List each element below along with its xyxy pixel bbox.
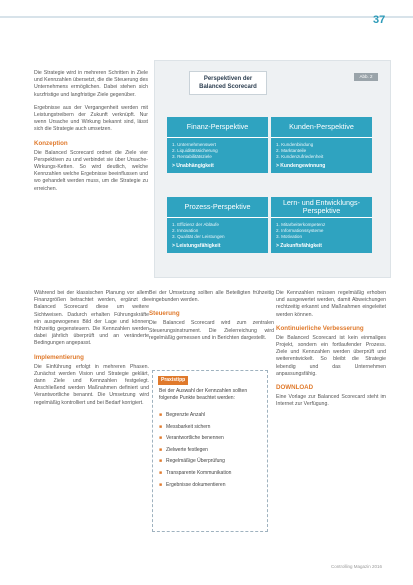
- perspective-body: [271, 217, 372, 253]
- perspective-item: 2. Informationssysteme: [276, 228, 324, 234]
- bullet-icon: ■: [159, 446, 163, 453]
- list-item: ■ Verantwortliche benennen: [159, 435, 224, 442]
- perspective-item: 2. Liquiditätssicherung: [172, 148, 218, 154]
- left-bottom-column: [34, 290, 149, 413]
- perspective-item: 1. Mitarbeiterkompetenz: [276, 222, 326, 227]
- paragraph: Bei der Umsetzung sollten alle Beteiligten frühzeitig eingebunden werden.: [149, 290, 274, 304]
- perspective-item: 3. Motivation: [276, 234, 303, 240]
- section-heading: Steuerung: [149, 310, 180, 318]
- list-item: ■ Regelmäßige Überprüfung: [159, 458, 225, 465]
- perspective-heading: Prozess-Perspektive: [167, 197, 268, 217]
- bullet-icon: ■: [159, 423, 163, 430]
- paragraph: Ergebnisse aus der Vergangenheit werden mit Leistungstreibern der Zukunft verknüpft. Nur wenn Ursache und Wirkung bekannt sind, lässt sich die Strategie auch umsetzen.: [34, 104, 148, 133]
- middle-column: [149, 290, 274, 348]
- perspective-process: [167, 197, 268, 253]
- page-number: 37: [373, 14, 386, 26]
- paragraph: Während bei der klassischen Planung vor allem Finanzgrößen betrachtet werden, ergänzt die Balanced Scorecard diese um weitere Sichtweisen. Dadurch erhalten Führungskräfte ein ausgewogenes Bild der Lage und können frühzeitig gegensteuern. Die Kennzahlen werden dabei jährlich überprüft und an veränderte Bedingungen angepasst.: [34, 290, 149, 347]
- list-item: ■ Transparente Kommunikation: [159, 469, 232, 476]
- perspective-item: 2. Marktanteile: [276, 148, 307, 154]
- perspective-item: 1. Effizienz der Abläufe: [172, 222, 219, 227]
- tip-list: [159, 412, 263, 493]
- paragraph: Eine Vorlage zur Balanced Scorecard steht im Internet zur Verfügung.: [276, 394, 386, 408]
- paragraph: Die Strategie wird in mehreren Schritten in Ziele und Kennzahlen übersetzt, die die Steuerung des Unternehmens ermöglichen. Dabei stehen sich kurzfristige und langfristige Ziele gegenüber.: [34, 70, 148, 98]
- page-footer: Controlling Magazin 2016: [331, 564, 383, 569]
- list-item: ■ Ergebnisse dokumentieren: [159, 481, 226, 488]
- paragraph: Die Balanced Scorecard ordnet die Ziele vier Perspektiven zu und verbindet sie über Ursache-Wirkungs-Ketten. So wird deutlich, welche Kennzahlen welche Ergebnisse beeinflussen und wo gehandelt werden muss, um die Strategie zu erreichen.: [34, 149, 148, 192]
- perspective-body: [167, 217, 268, 253]
- perspective-result: > Leistungsfähigkeit: [172, 242, 221, 249]
- figure-title: Perspektiven der Balanced Scorecard: [189, 71, 267, 95]
- bullet-icon: ■: [159, 412, 163, 418]
- perspective-item: 2. Innovation: [172, 228, 199, 234]
- right-column: [276, 290, 386, 414]
- perspective-item: 3. Rentabilitätsziele: [172, 154, 212, 160]
- header-rule: [0, 16, 413, 18]
- list-item: ■ Begrenzte Anzahl: [159, 412, 206, 418]
- paragraph: Die Balanced Scorecard wird zum zentralen Steuerungsinstrument. Die Zielerreichung wird regelmäßig gemessen und in Berichten dargestellt.: [149, 320, 274, 341]
- perspective-result: > Unabhängigkeit: [172, 162, 214, 169]
- figure-tag: Abb. 2: [354, 73, 378, 81]
- bullet-icon: ■: [159, 458, 163, 465]
- left-top-column: [34, 70, 148, 199]
- perspective-result: > Kundengewinnung: [276, 162, 326, 169]
- bullet-icon: ■: [159, 481, 163, 488]
- bullet-icon: ■: [159, 435, 163, 442]
- section-heading: Implementierung: [34, 353, 84, 361]
- bullet-icon: ■: [159, 469, 163, 476]
- perspective-heading: Finanz-Perspektive: [167, 117, 268, 137]
- download-heading: DOWNLOAD: [276, 384, 314, 392]
- perspective-result: > Zukunftsfähigkeit: [276, 242, 322, 249]
- perspective-learning: [271, 197, 372, 253]
- paragraph: Die Einführung erfolgt in mehreren Phasen. Zunächst werden Vision und Strategie geklärt, dann Ziele und Kennzahlen festgelegt. Anschließend werden Maßnahmen definiert und Verantwortliche benannt. Die Umsetzung wird regelmäßig kontrolliert und bei Bedarf korrigiert.: [34, 363, 149, 406]
- tip-box-label: Praxistipp: [158, 376, 188, 385]
- perspective-item: 3. Kundenzufriedenheit: [276, 154, 324, 160]
- perspective-finance: [167, 117, 268, 173]
- tip-box: [152, 370, 268, 532]
- perspective-body: [271, 137, 372, 173]
- balanced-scorecard-figure: [154, 60, 391, 278]
- paragraph: Die Balanced Scorecard ist kein einmaliges Projekt, sondern ein fortlaufender Prozess. Ziele und Kennzahlen werden überprüft und weiterentwickelt. So bleibt die Strategie lebendig und das Unternehmen anpassungsfähig.: [276, 334, 386, 377]
- section-heading: Konzeption: [34, 139, 68, 147]
- section-heading: Kontinuierliche Verbesserung: [276, 324, 364, 332]
- perspective-item: 1. Unternehmenswert: [172, 142, 216, 147]
- perspective-item: 1. Kundenbindung: [276, 142, 314, 147]
- perspective-heading: Lern- und Entwicklungs-Perspektive: [271, 197, 372, 217]
- perspective-customer: [271, 117, 372, 173]
- list-item: ■ Zielwerte festlegen: [159, 446, 208, 453]
- perspective-body: [167, 137, 268, 173]
- perspective-heading: Kunden-Perspektive: [271, 117, 372, 137]
- paragraph: Die Kennzahlen müssen regelmäßig erhoben und ausgewertet werden, damit Abweichungen rechtzeitig erkannt und Maßnahmen eingeleitet werden können.: [276, 290, 386, 318]
- perspective-item: 3. Qualität der Leistungen: [172, 234, 225, 240]
- tip-box-intro: Bei der Auswahl der Kennzahlen sollten folgende Punkte beachtet werden:: [159, 388, 248, 401]
- list-item: ■ Messbarkeit sichern: [159, 423, 211, 430]
